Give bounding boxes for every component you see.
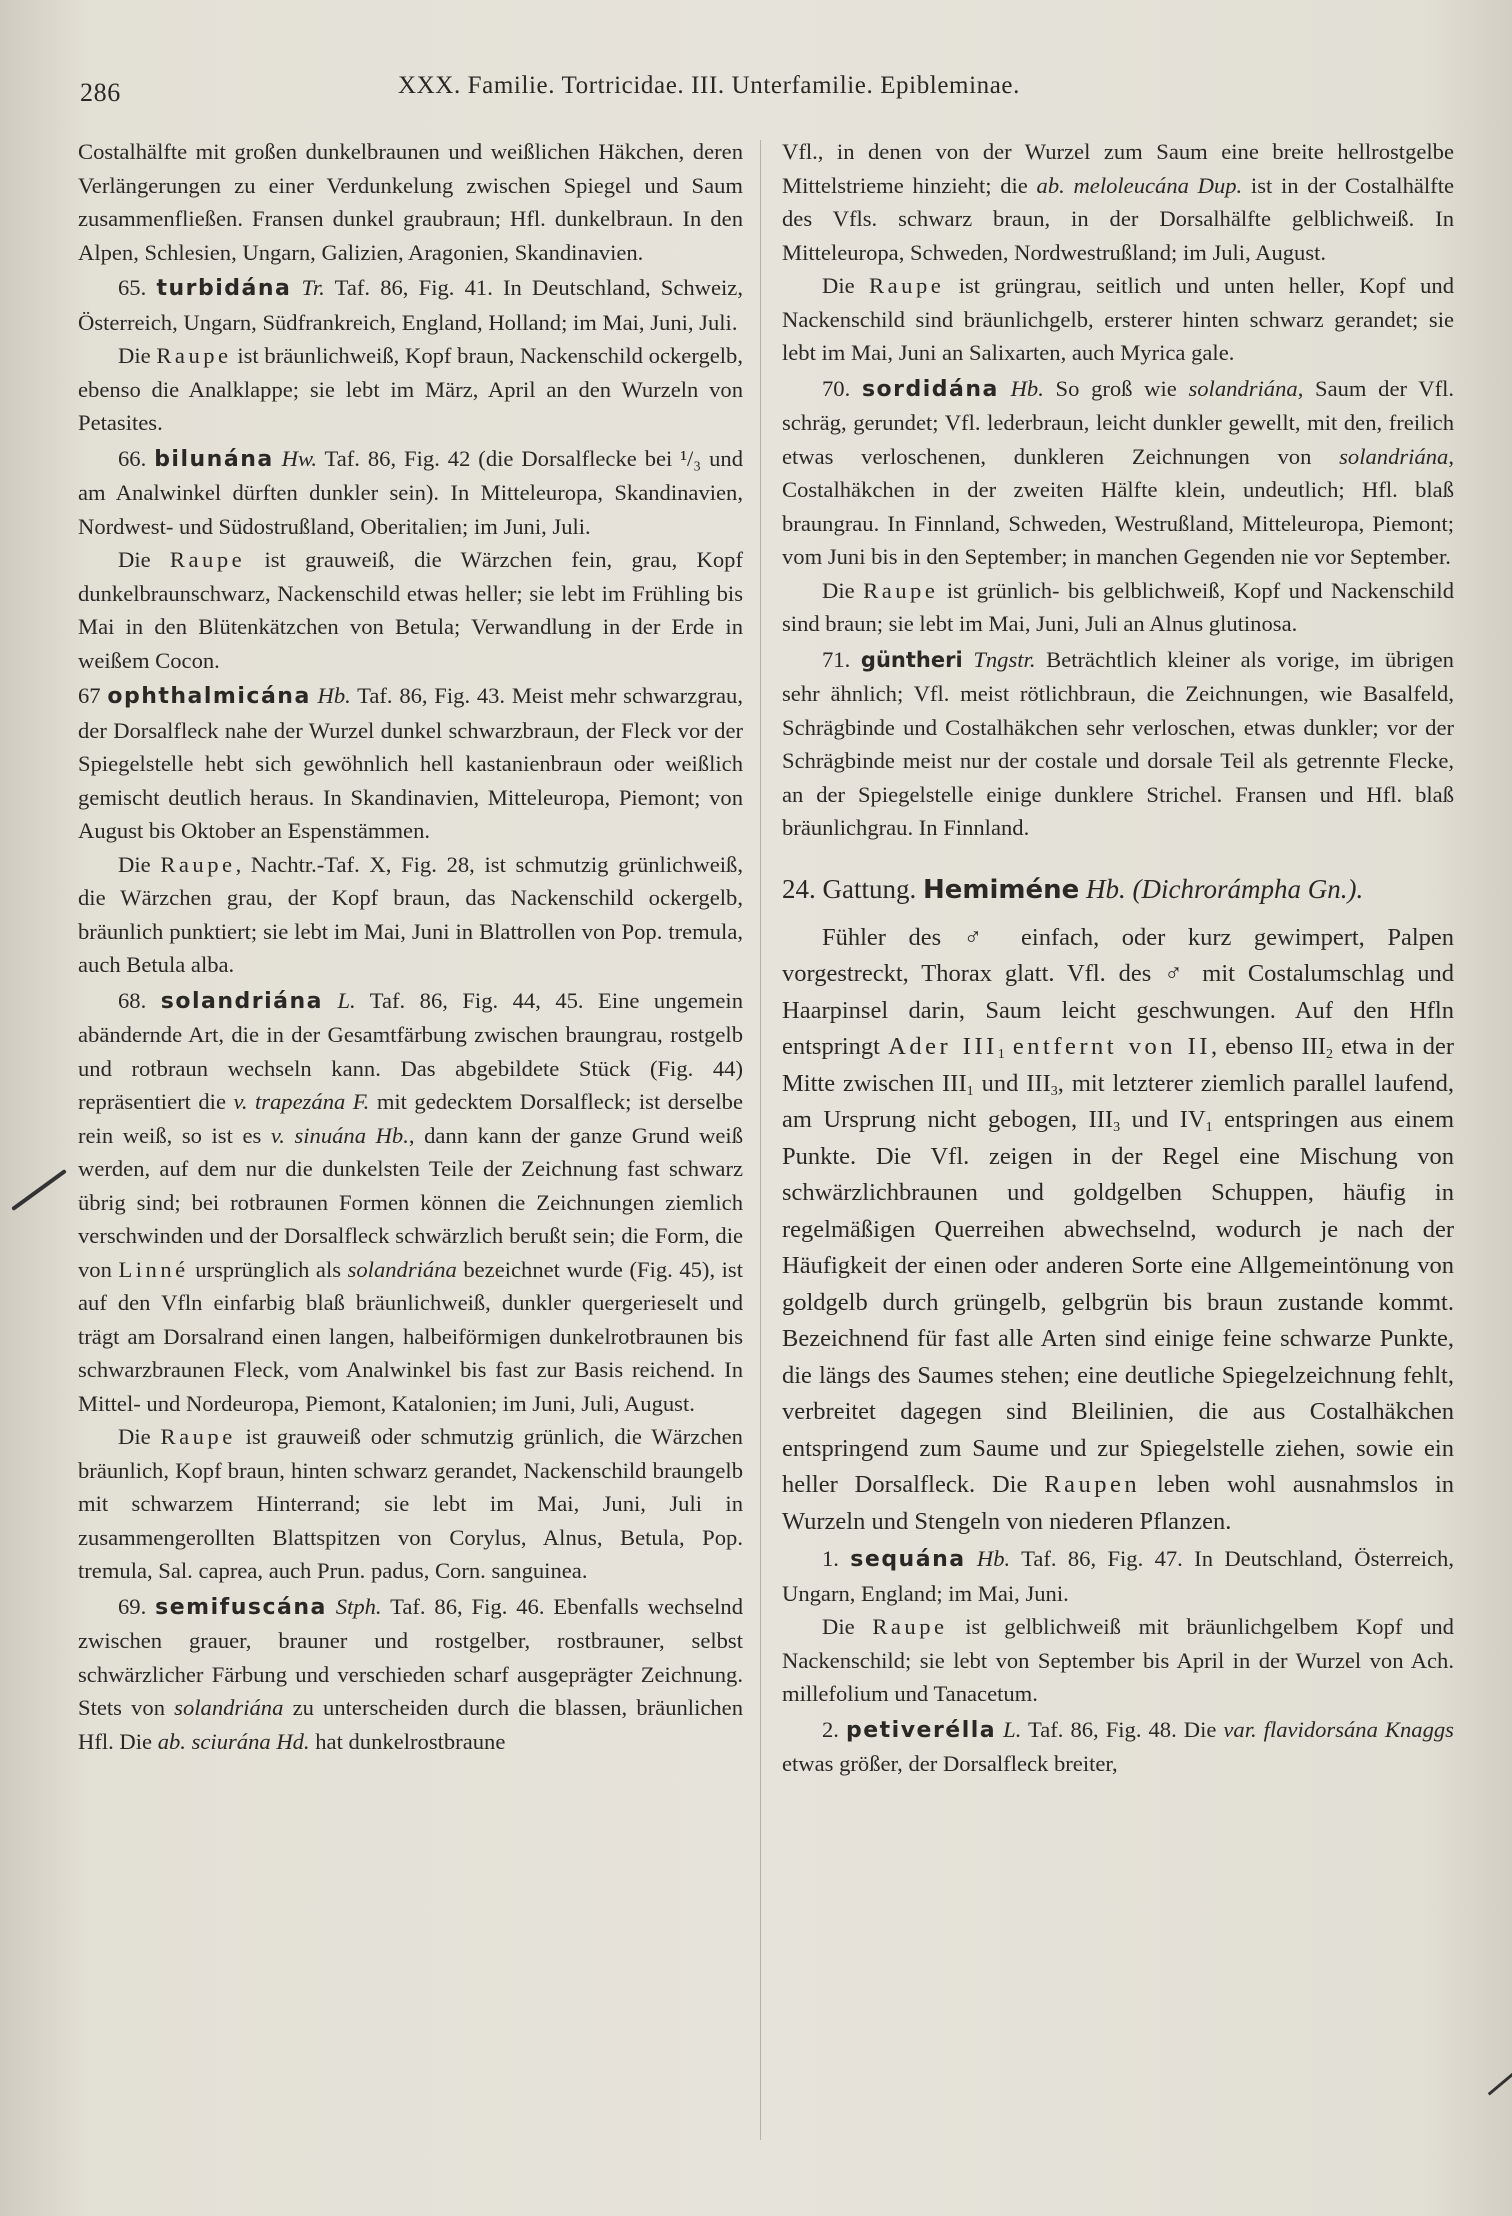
running-title: XXX. Familie. Tortricidae. III. Unterfamilie. Epibleminae. — [398, 72, 1020, 99]
right-column — [782, 135, 1454, 1781]
pencil-edge-mark — [1488, 2067, 1512, 2095]
page-number: 286 — [80, 78, 121, 107]
pencil-margin-mark — [11, 1169, 67, 1211]
column-divider — [760, 140, 761, 2140]
species-name: solandriána — [160, 988, 323, 1014]
species-entry-2: 2. petiverélla L. Taf. 86, Fig. 48. Die var. flavidorsána Knaggs etwas größer, der Dorsalfleck breiter, — [782, 1716, 1454, 1776]
species-name: sordidána — [861, 376, 999, 402]
larva-description: Die Raupe ist gelblichweiß mit bräunlichgelbem Kopf und Nackenschild; sie lebt von September bis April in der Wurzel von Ach. millefolium und Tanacetum. — [782, 1614, 1454, 1706]
species-author: Hw. — [281, 445, 317, 471]
paragraph: Costalhälfte mit großen dunkelbraunen und weißlichen Häkchen, deren Verlängerungen zu einer Verdunkelung zwischen Spiegel und Saum zusammenfließen. Fransen dunkel graubraun; Hfl. dunkelbraun. In den Alpen, Schlesien, Ungarn, Galizien, Aragonien, Skandinavien. — [78, 139, 743, 265]
species-entry-67: 67 ophthalmicána Hb. Taf. 86, Fig. 43. Meist mehr schwarzgrau, der Dorsalfleck nahe der Wurzel dunkel schwarzbraun, der Fleck vor der Spiegelstelle hebt sich gewöhnlich hell kastanienbraun oder weißlich gemischt deutlich heraus. In Skandinavien, Mitteleuropa, Piemont; von August bis Oktober an Espenstämmen. — [78, 683, 743, 843]
species-entry-1: 1. sequána Hb. Taf. 86, Fig. 47. In Deutschland, Österreich, Ungarn, England; im Mai, Juni. — [782, 1546, 1454, 1606]
species-author: Hb. — [976, 1546, 1011, 1571]
larva-description: Die Raupe, Nachtr.-Taf. X, Fig. 28, ist schmutzig grünlichweiß, die Wärzchen grau, der Kopf braun, das Nackenschild ockergelb, bräunlich punktiert; sie lebt im Mai, Juni in Blattrollen von Pop. tremula, auch Betula alba. — [78, 851, 743, 977]
species-name: sequána — [850, 1547, 966, 1572]
paragraph: Vfl., in denen von der Wurzel zum Saum eine breite hellrostgelbe Mittelstrieme hinzieht; die ab. meloleucána Dup. ist in der Costalhälfte des Vfls. schwarz braun, in der Dorsalhälfte gelblichweiß. In Mitteleuropa, Schweden, Nordwestrußland; im Juli, August. — [782, 139, 1454, 265]
species-entry-69: 69. semifuscána Stph. Taf. 86, Fig. 46. Ebenfalls wechselnd zwischen grauer, brauner und rostgelber, rostbrauner, selbst schwärzlicher Färbung und verschieden scharf ausgeprägter Zeichnung. Stets von solandriána zu unterscheiden durch die blassen, bräunlichen Hfl. Die ab. sciurána Hd. hat dunkelrostbraune — [78, 1593, 744, 1754]
species-entry-68: 68. solandriána L. Taf. 86, Fig. 44, 45. Eine ungemein abändernde Art, die in der Gesamtfärbung zwischen braungrau, rostgelb und rotbraun wechseln kann. Das abgebildete Stück (Fig. 44) repräsentiert die v. trapezána F. mit gedecktem Dorsalfleck; ist derselbe rein weiß, so ist es v. sinuána Hb., dann kann der ganze Grund weiß werden, auf dem nur die dunkelsten Teile der Zeichnung fast schwarz übrig sind; bei rotbraunen Formen können die Zeichnungen ziemlich verschwinden und der Dorsalfleck schwärzlich berußt sein; die Form, die von Linné ursprünglich als solandriána bezeichnet wurde (Fig. 45), ist auf den Vfln einfarbig blaß bräunlichweiß, dunkler quergerieselt und trägt am Dorsalrand einen langen, halbeiförmigen dunkelrotbraunen bis schwarzbraunen Fleck, vom Analwinkel bis fast zur Basis reichend. In Mittel- und Nordeuropa, Piemont, Katalonien; im Juni, Juli, August. — [78, 987, 744, 1416]
species-name: güntheri — [860, 647, 963, 672]
species-name: petiverélla — [845, 1717, 997, 1743]
species-entry-71: 71. güntheri Tngstr. Beträchtlich kleiner als vorige, im übrigen sehr ähnlich; Vfl. meist rötlichbraun, die Zeichnungen, wie Basalfeld, Schrägbinde und Costalhäkchen sehr verloschen, etwas dunkler; vor der Schrägbinde meist nur der costale und dorsale Teil als getrennte Flecke, an der Spiegelstelle einige dunklere Strichel. Fransen und Hfl. blaß bräunlichgrau. In Finnland. — [782, 646, 1454, 840]
species-name: bilunána — [154, 446, 274, 472]
genus-heading: 24. Gattung. Hemiméne Hb. (Dichrorámpha Gn.). — [782, 873, 1364, 905]
species-entry-66: 66. bilunána Hw. Taf. 86, Fig. 42 (die Dorsalflecke bei ¹/₃ und am Analwinkel dürften dunkler sein). In Mitteleuropa, Skandinavien, Nordwest- und Südostrußland, Oberitalien; im Juni, Juli. — [78, 445, 743, 539]
genus-description: Fühler des ♂ einfach, oder kurz gewimpert, Palpen vorgestreckt, Thorax glatt. Vfl. des ♂ mit Costalumschlag und Haarpinsel darin, Saum leicht geschwungen. Auf den Hfln entspringt Ader $III_1$ entfernt von II, ebenso $III_2$ etwa in der Mitte zwischen $III_1$ und $III_3$, mit letzterer ziemlich parallel laufend, am Ursprung nicht gebogen, $III_3$ und $IV_1$ entspringen aus einem Punkte. Die Vfl. zeigen in der Regel eine Mischung von schwärzlichbraunen und goldgelben Schuppen, häufig in regelmäßigen Querreihen abwechselnd, wodurch je nach der Häufigkeit der einen oder anderen Sorte eine Allgemeintönung von goldgelb durch grüngelb, gelbgrün bis braun zustande kommt. Bezeichnend für fast alle Arten sind einige feine schwarze Punkte, die längs des Saumes stehen; eine deutliche Spiegelzeichnung fehlt, verbreitet dagegen sind Bleilinien, die aus Costalhäkchen entspringend zum Saume und zur Spiegelstelle ziehen, sowie ein heller Dorsalfleck. Die Raupen leben wohl ausnahmslos in Wurzeln und Stengeln von niederen Pflanzen. — [782, 923, 1455, 1535]
left-column — [78, 135, 743, 1758]
genus-name: Hemiméne — [923, 874, 1080, 905]
species-author: Hb. — [1010, 375, 1044, 401]
species-author: L. — [1003, 1716, 1022, 1742]
larva-description: Die Raupe ist grauweiß, die Wärzchen fein, grau, Kopf dunkelbraunschwarz, Nackenschild etwas heller; sie lebt im Frühling bis Mai in den Blütenkätzchen von Betula; Verwandlung in der Erde in weißem Cocon. — [78, 547, 743, 673]
larva-description: Die Raupe ist bräunlichweiß, Kopf braun, Nackenschild ockergelb, ebenso die Analklappe; sie lebt im März, April an den Wurzeln von Petasites. — [78, 343, 743, 435]
species-name: ophthalmicána — [107, 684, 311, 709]
species-author: Hb. — [317, 683, 351, 708]
species-author: Tr. — [301, 275, 325, 300]
species-author: Tngstr. — [973, 646, 1036, 672]
larva-description: Die Raupe ist grüngrau, seitlich und unten heller, Kopf und Nackenschild sind bräunlichgelb, ersterer hinten schwarz gerandet; sie lebt im Mai, Juni an Salixarten, auch Myrica gale. — [782, 273, 1454, 365]
species-entry-70: 70. sordidána Hb. So groß wie solandriána, Saum der Vfl. schräg, gerundet; Vfl. lederbraun, leicht dunkler gewellt, mit den, freilich etwas verloschenen, dunkleren Zeichnungen von solandriána, Costalhäkchen in der zweiten Hälfte klein, undeutlich; Hfl. blaß braungrau. In Finnland, Schweden, Westrußland, Mitteleuropa, Piemont; vom Juni bis in den September; in manchen Gegenden nie vor September. — [782, 375, 1455, 569]
species-author: Stph. — [335, 1593, 382, 1619]
species-entry-65: 65. turbidána Tr. Taf. 86, Fig. 41. In Deutschland, Schweiz, Österreich, Ungarn, Südfrankreich, England, Holland; im Mai, Juni, Juli. — [78, 275, 743, 335]
larva-description: Die Raupe ist grünlich- bis gelblichweiß, Kopf und Nackenschild sind braun; sie lebt im Mai, Juni, Juli an Alnus glutinosa. — [782, 577, 1454, 636]
page-header — [80, 72, 1460, 112]
larva-description: Die Raupe ist grauweiß oder schmutzig grünlich, die Wärzchen bräunlich, Kopf braun, hinten schwarz gerandet, Nackenschild braungelb mit schwarzem Hinterrand; sie lebt im Mai, Juni, Juli in zusammengerollten Blattspitzen von Corylus, Alnus, Betula, Pop. tremula, Sal. caprea, auch Prun. padus, Corn. sanguinea. — [78, 1424, 743, 1583]
species-name: semifuscána — [155, 1594, 327, 1620]
species-author: L. — [337, 987, 356, 1013]
species-name: turbidána — [156, 276, 292, 301]
